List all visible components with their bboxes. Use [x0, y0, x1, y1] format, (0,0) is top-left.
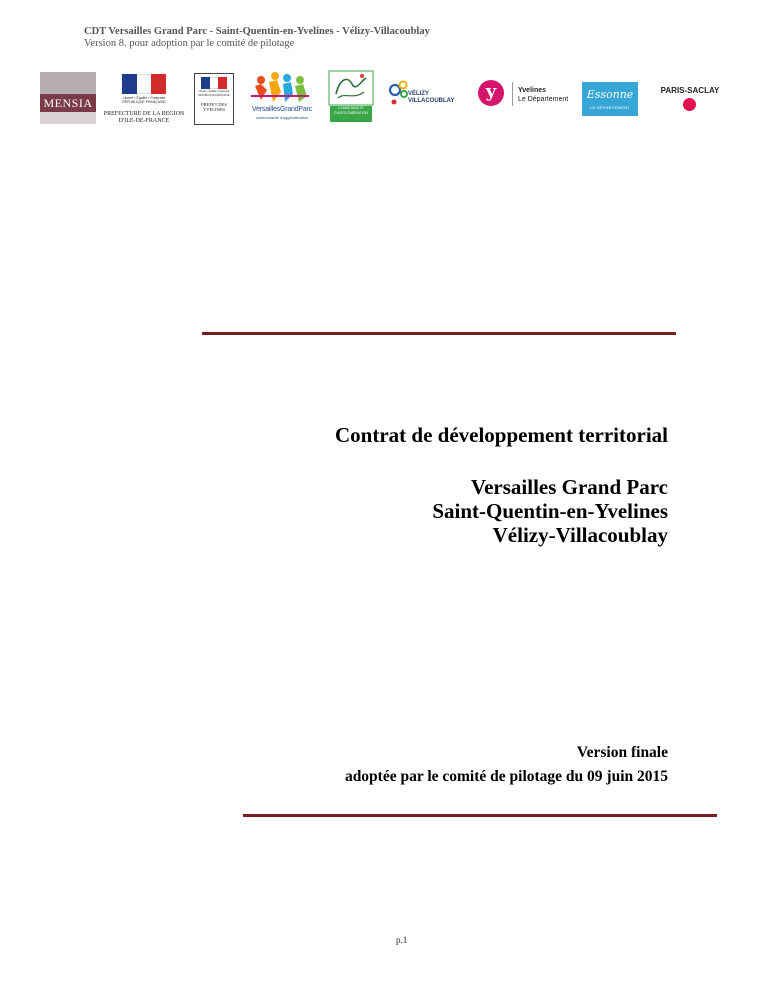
mensia-logo-text: MENSIA — [43, 96, 93, 110]
yvelines-separator — [512, 82, 513, 106]
mensia-logo-band-top — [40, 72, 96, 94]
essonne-subtext: LE DÉPARTEMENT — [589, 105, 631, 110]
prefecture-region-logo — [100, 74, 188, 126]
prefet-yvelines-logo — [194, 73, 234, 125]
versailles-grand-parc-figures-icon — [247, 70, 317, 106]
version-adoption-date: adoptée par le comité de pilotage du 09 juin 2015 — [344, 768, 668, 785]
paris-saclay-logo — [654, 82, 730, 116]
version-status: Version finale — [576, 744, 668, 761]
prefet-yvelines-text: PREFET DES YVELINES — [201, 102, 227, 112]
yvelines-departement-logo — [478, 78, 576, 114]
saint-quentin-en-yvelines-logo — [326, 70, 376, 124]
sqy-banner: COMMUNAUTÉ D'AGGLOMÉRATION — [330, 106, 372, 122]
territory-name-2: Saint-Quentin-en-Yvelines — [432, 499, 668, 523]
mensia-logo-band-bottom — [40, 112, 96, 124]
velizy-text-line1: VÉLIZY — [408, 91, 430, 97]
republic-motto: Liberté • Égalité • Fraternité RÉPUBLIQUE FRANÇAISE — [122, 96, 166, 104]
republic-motto: Liberté • Égalité • Fraternité RÉPUBLIQUE FRANÇAISE — [198, 90, 230, 97]
velizy-text — [408, 91, 454, 105]
essonne-text: Essonne — [586, 88, 634, 101]
document-title: Contrat de développement territorial — [335, 423, 668, 447]
yvelines-subtitle: Le Département — [518, 96, 569, 103]
versailles-grand-parc-text: VersaillesGrandParc — [251, 106, 312, 113]
header-line-2: Version 8. pour adoption par le comité de pilotage — [84, 38, 295, 49]
territory-name-1: Versailles Grand Parc — [470, 475, 668, 499]
velizy-text-line2: VILLACOUBLAY — [408, 98, 455, 104]
yvelines-mark-icon: y — [478, 80, 504, 106]
velizy-rings-icon — [388, 78, 408, 114]
paris-saclay-dot-icon — [683, 98, 696, 111]
page-number: p.1 — [396, 935, 408, 945]
top-divider-rule — [202, 332, 676, 335]
paris-saclay-text: PARIS-SACLAY — [660, 86, 720, 95]
territory-name-3: Vélizy-Villacoublay — [492, 523, 668, 547]
sqy-script-icon — [326, 70, 376, 106]
marianne-flag-icon — [122, 74, 166, 94]
prefecture-region-text: PREFECTURE DE LA REGION D'ILE-DE-FRANCE — [103, 111, 185, 124]
yvelines-title: Yvelines — [518, 87, 547, 94]
marianne-flag-icon — [201, 77, 227, 89]
header-line-1: CDT Versailles Grand Parc - Saint-Quentin-en-Yvelines - Vélizy-Villacoublay — [84, 26, 430, 37]
velizy-villacoublay-logo — [388, 78, 468, 114]
versailles-grand-parc-subtext: communauté d'agglomération — [255, 115, 309, 120]
versailles-grand-parc-logo — [247, 70, 317, 126]
essonne-logo — [582, 82, 638, 116]
mensia-logo — [40, 72, 96, 124]
bottom-divider-rule — [243, 814, 717, 817]
